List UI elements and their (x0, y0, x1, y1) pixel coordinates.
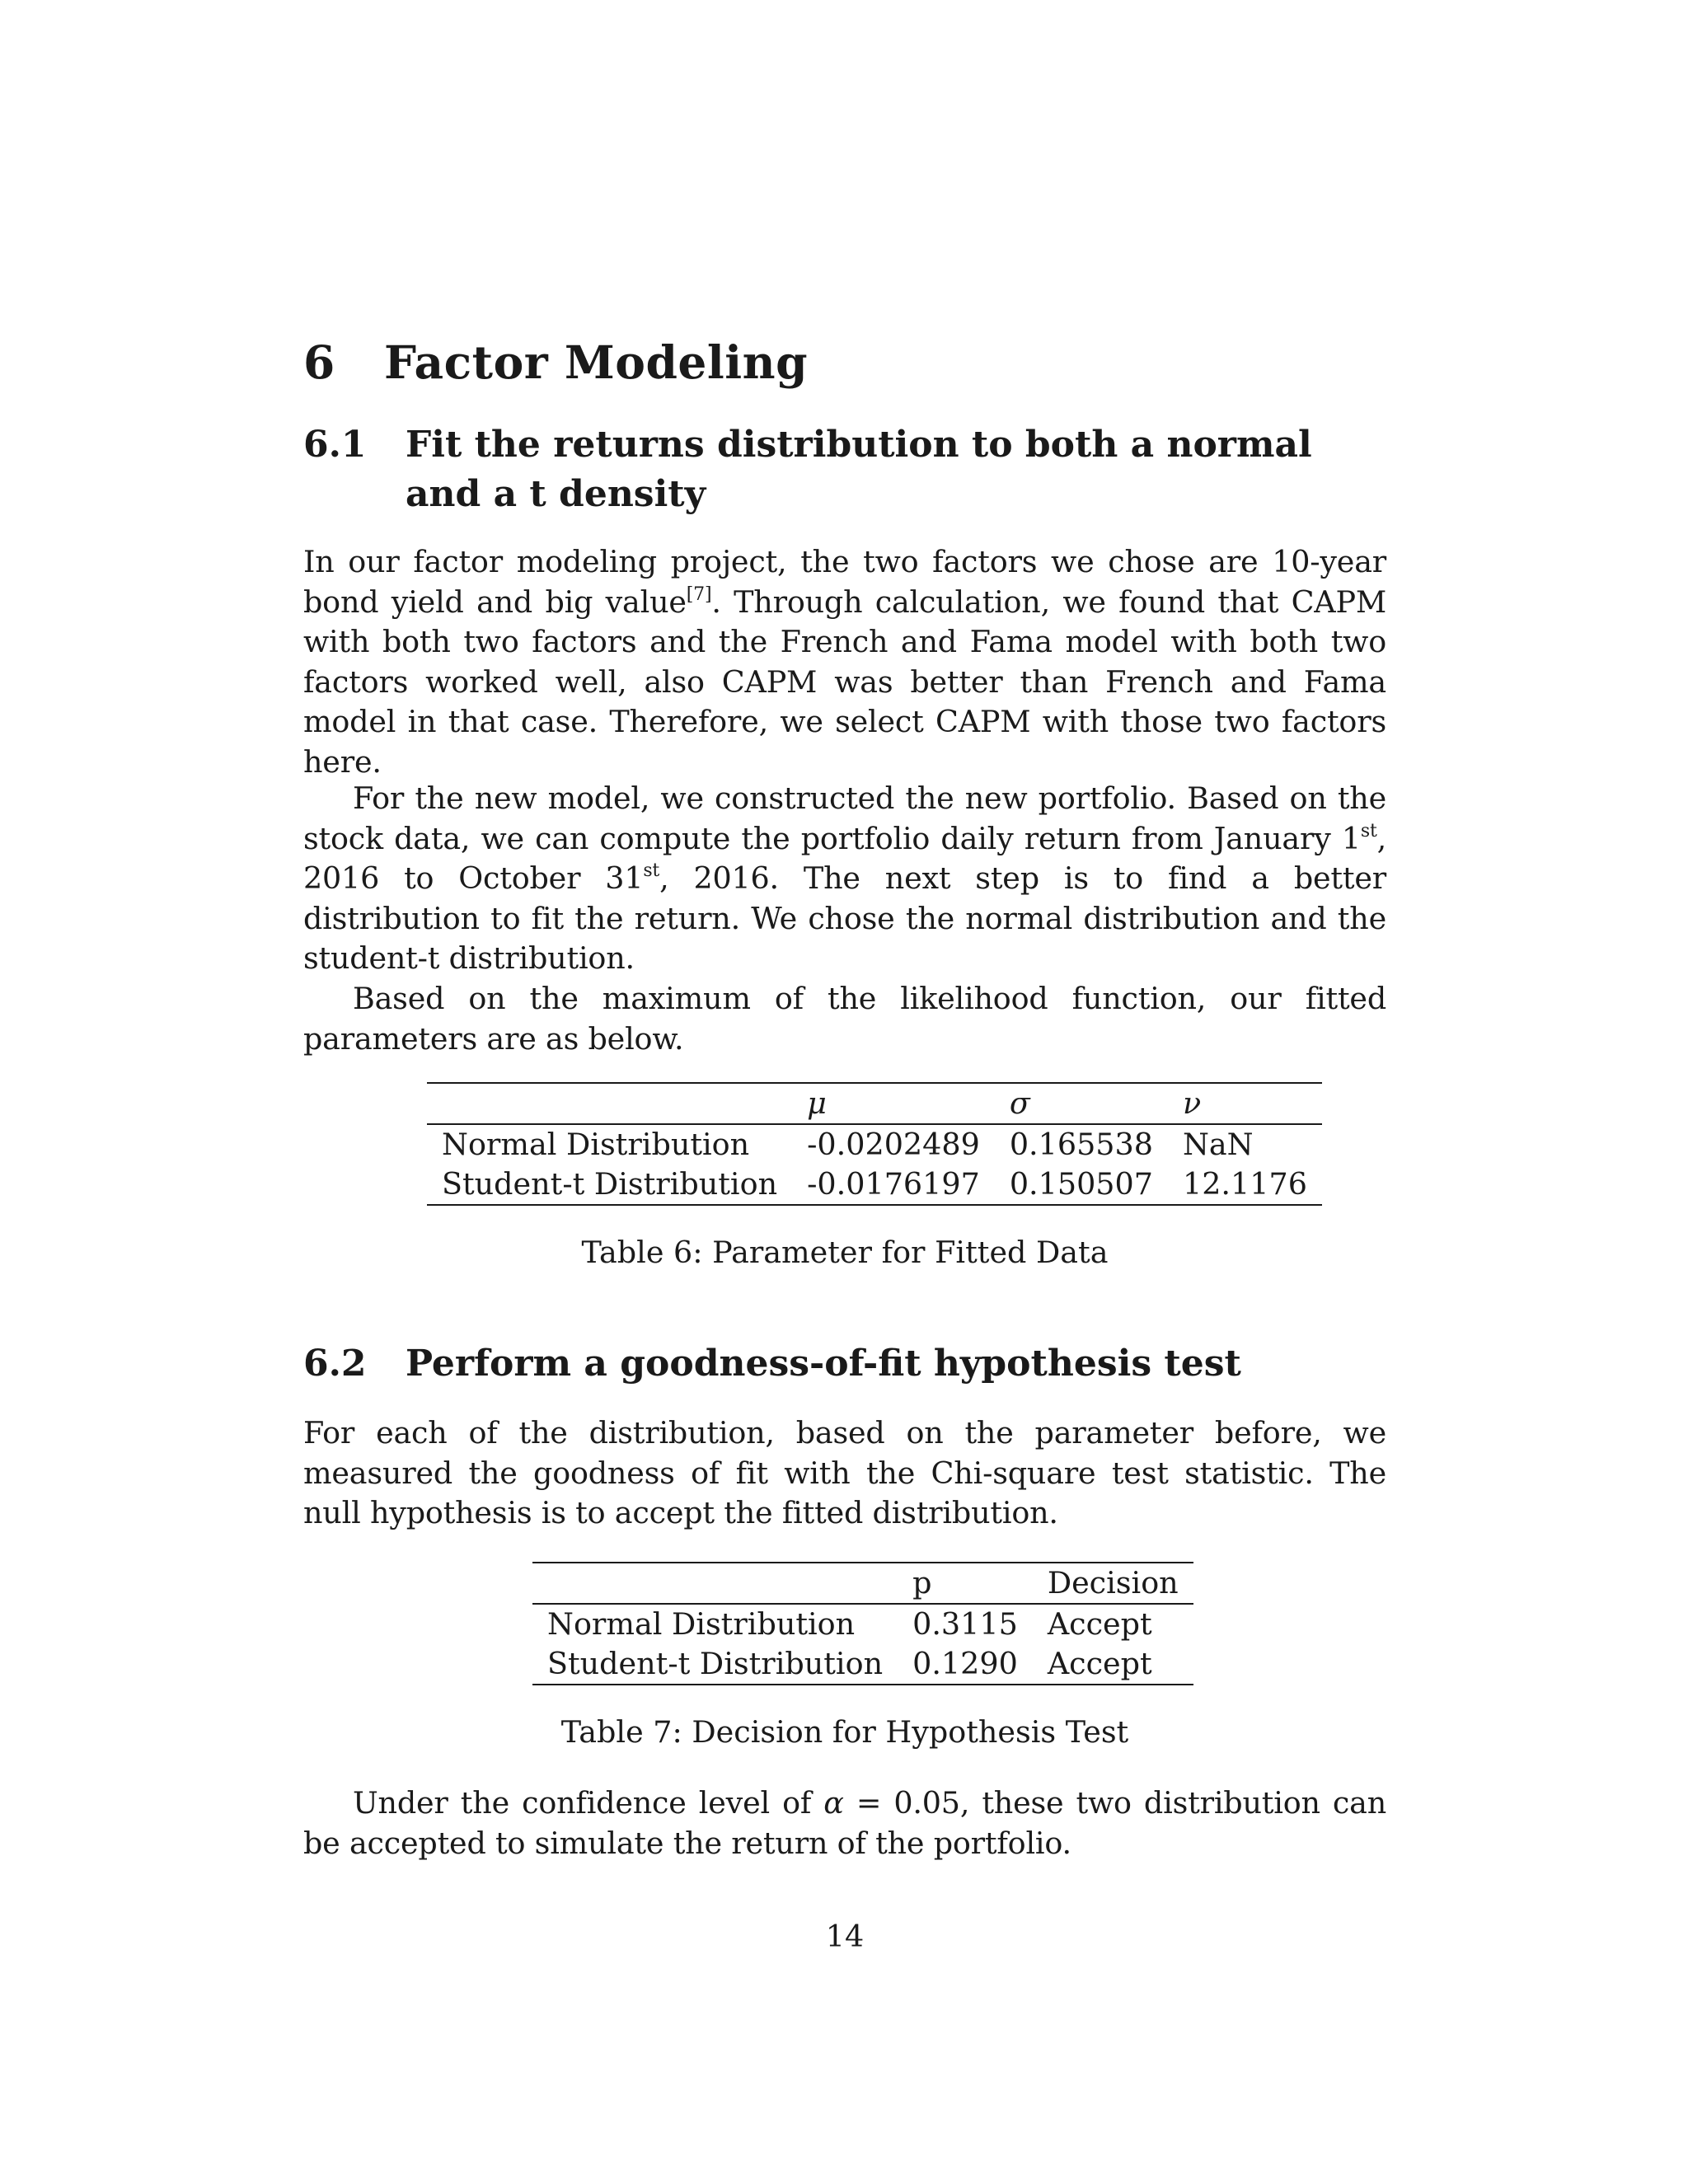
table-cell: -0.0176197 (792, 1165, 995, 1205)
paragraph-likelihood: Based on the maximum of the likelihood function, our fitted parameters are as below. (303, 981, 1386, 1057)
table-header-cell (532, 1563, 898, 1604)
table-cell: Accept (1033, 1644, 1193, 1685)
table-caption: Table 7: Decision for Hypothesis Test (560, 1714, 1129, 1750)
table-header-row (532, 1563, 1193, 1604)
paragraph-text: . Through calculation, we found that CAPM with both two factors and the French and Fama model with both two factors worked well, also CAPM was better than French and Fama model in that case. Therefore, we select CAPM with those two factors here. (303, 583, 1386, 780)
table-header-cell (427, 1083, 792, 1124)
paragraph-text: , 2016 to October 31 (303, 820, 1386, 896)
section-number: 6 (303, 335, 335, 389)
table-row (532, 1604, 1193, 1644)
table-row (532, 1644, 1193, 1685)
paragraph-text: In our factor modeling project, the two factors we chose are 10-year bond yield and big value (303, 544, 1386, 620)
table-fitted-parameters (427, 1082, 1322, 1206)
section-title: Factor Modeling (384, 335, 809, 389)
table-cell: Normal Distribution (442, 1127, 750, 1162)
table-cell: 0.3115 (912, 1606, 1018, 1642)
table-cell: 0.150507 (995, 1165, 1168, 1205)
subsection-heading-6-1 (303, 420, 1386, 519)
table-cell: Student-t Distribution (532, 1644, 898, 1685)
ordinal-suffix: st (1360, 820, 1377, 841)
table-header-cell: p (898, 1563, 1033, 1604)
section-heading (303, 334, 808, 391)
paragraph-conclusion (303, 1783, 1386, 1863)
subsection-title: Perform a goodness-of-fit hypothesis test (406, 1343, 1241, 1385)
paragraph-text: , these two distribution can be accepted to simulate the return of the portfolio. (303, 1785, 1387, 1861)
table-header-cell: Decision (1033, 1563, 1193, 1604)
table-cell: 0.1290 (898, 1644, 1033, 1685)
paragraph-portfolio (303, 779, 1386, 979)
table-cell: Student-t Distribution (427, 1165, 792, 1205)
subsection-number: 6.1 (303, 424, 367, 466)
table-cell: 0.165538 (1009, 1127, 1153, 1162)
subsection-heading-6-2 (303, 1339, 1386, 1389)
table-cell: Accept (1047, 1606, 1152, 1642)
paragraph-text: For the new model, we constructed the new portfolio. Based on the stock data, we can compute the portfolio daily return from January 1 (303, 780, 1386, 856)
table-row (427, 1124, 1322, 1165)
table-cell: -0.0202489 (807, 1127, 980, 1162)
paper-page (303, 0, 1386, 2184)
table-header-cell: ν (1168, 1083, 1322, 1124)
table-header-row (427, 1083, 1322, 1124)
page-number: 14 (825, 1919, 865, 1954)
paragraph-text: Under the confidence level of (353, 1785, 824, 1821)
alpha-symbol: α (823, 1785, 844, 1821)
paragraph-text: = 0.05 (843, 1785, 960, 1821)
table-caption: Table 6: Parameter for Fitted Data (581, 1235, 1109, 1270)
paragraph-factors (303, 542, 1386, 782)
paragraph-chi-square: For each of the distribution, based on the parameter before, we measured the goodness of fit with the Chi-square test statistic. The null hypothesis is to accept the fitted distribution. (303, 1415, 1386, 1530)
ordinal-suffix: st (643, 860, 660, 881)
table-cell: Normal Distribution (547, 1606, 856, 1642)
table-hypothesis-test (532, 1562, 1193, 1685)
table-cell: 12.1176 (1168, 1165, 1322, 1205)
citation-ref: [7] (686, 583, 712, 605)
subsection-title: Fit the returns distribution to both a normal and a t density (406, 424, 1312, 515)
table-header-cell: μ (792, 1083, 995, 1124)
table-row (427, 1165, 1322, 1205)
subsection-number: 6.2 (303, 1343, 367, 1385)
paragraph-text: , 2016. The next step is to find a better distribution to fit the return. We chose the normal distribution and the student-t distribution. (303, 860, 1386, 976)
table-cell: NaN (1182, 1127, 1254, 1162)
table-header-cell: σ (995, 1083, 1168, 1124)
